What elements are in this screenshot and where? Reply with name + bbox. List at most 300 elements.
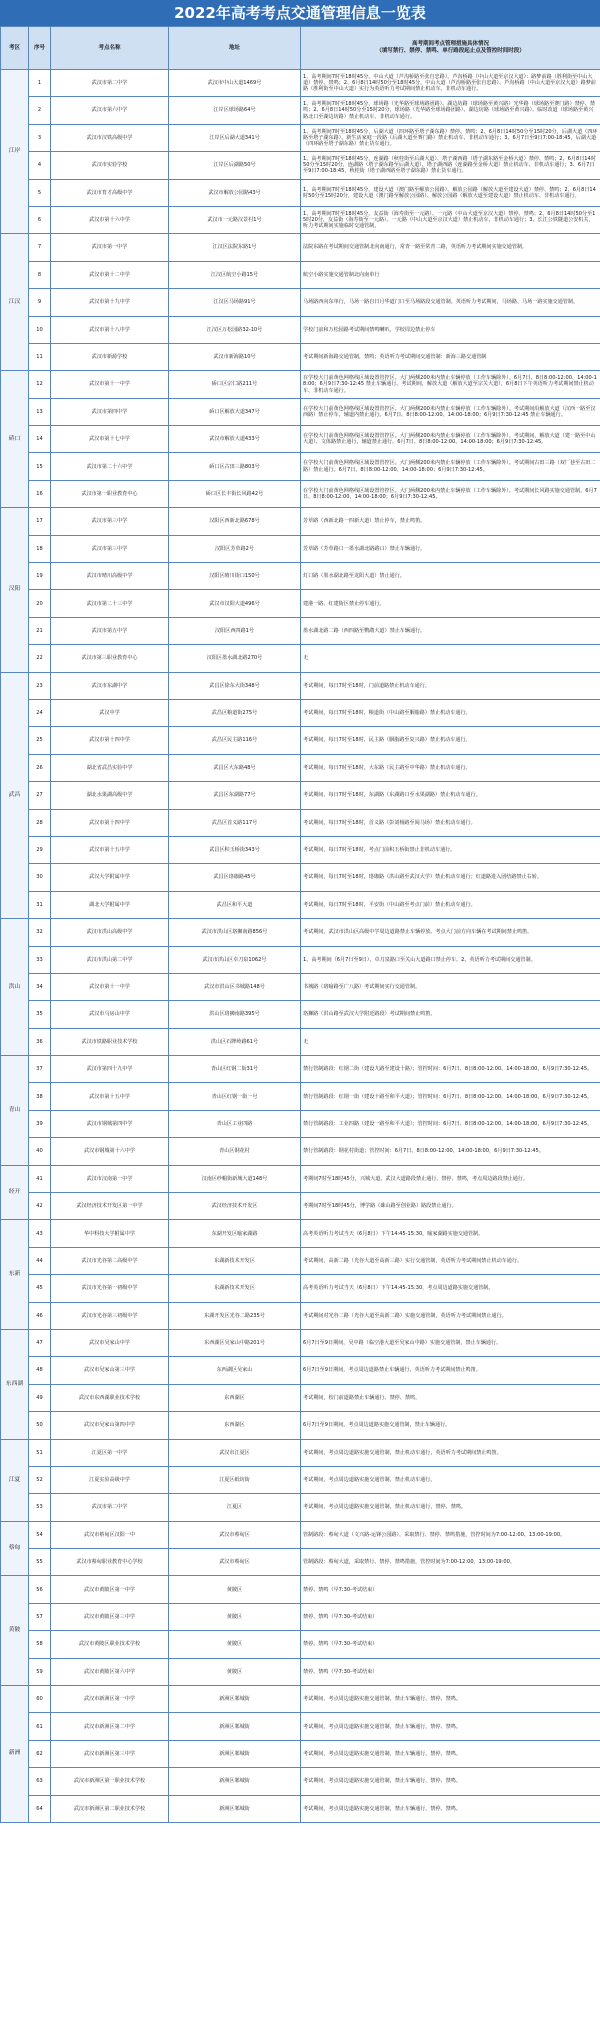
seq-cell: 17 [29, 508, 51, 535]
detail-cell: 考试期间，高新二路（光谷大道至高新三路）实行交通管制，英语听力考试期间禁止机动车通行。 [301, 1247, 600, 1274]
seq-cell: 62 [29, 1740, 51, 1767]
table-row [1, 1384, 600, 1411]
school-cell: 武汉市第十四中学 [51, 809, 169, 836]
table-row [1, 1083, 600, 1110]
detail-cell: 考试期间，每日7时至18时，东湖路（东湖路口至水果湖路）禁止机动车通行。 [301, 782, 600, 809]
seq-cell: 60 [29, 1686, 51, 1713]
address-cell: 新洲区邾城街 [169, 1740, 301, 1767]
seq-cell: 6 [29, 206, 51, 233]
seq-cell: 21 [29, 617, 51, 644]
detail-cell: 禁停、禁鸣（早7:30-考试结束） [301, 1631, 600, 1658]
seq-cell: 53 [29, 1494, 51, 1521]
table-row [1, 617, 600, 644]
address-cell: 武昌区东湖路77号 [169, 782, 301, 809]
school-cell: 武汉市汉南第一中学 [51, 1165, 169, 1192]
detail-cell: 建港一路、红建街区禁止停车通行。 [301, 590, 600, 617]
seq-cell: 8 [29, 261, 51, 288]
detail-cell: 禁停、禁鸣（早7:30-考试结束） [301, 1603, 600, 1630]
address-cell: 黄陂区 [169, 1603, 301, 1630]
school-cell: 武汉市钢城第十六中学 [51, 1138, 169, 1165]
school-cell: 武汉市光谷第二高级中学 [51, 1247, 169, 1274]
district-cell: 江岸 [1, 70, 29, 234]
table-row [1, 919, 600, 946]
table-row [1, 1686, 600, 1713]
seq-cell: 29 [29, 836, 51, 863]
address-cell: 武汉市解放公园路43号 [169, 179, 301, 206]
seq-cell: 41 [29, 1165, 51, 1192]
district-cell: 硚口 [1, 371, 29, 508]
address-cell: 洪山区石牌岭路61号 [169, 1028, 301, 1055]
school-cell: 武汉市第十八中学 [51, 316, 169, 343]
seq-cell: 58 [29, 1631, 51, 1658]
address-cell: 汉阳区晴川街口150号 [169, 563, 301, 590]
detail-cell: 考试期间，每日7时至18时，大东路（民主路至中华路）禁止机动车通行。 [301, 754, 600, 781]
detail-cell: 1、高考期间7时至18时45分，友益街（海寿街至一元路）、一元路（中山大道至京汉大道）禁停、禁鸣；2、6月8日14时50分至15时20分，友益街（海寿街至一元路）、一元路（中山大道至京汉大道）禁止机动车、非机动车通行；3、长江公铁隧道公安机关，听力考试期间实施临时交通管制。 [301, 206, 600, 233]
detail-cell: 书城路（珞喻路至广八路）考试期间实行交通管制。 [301, 973, 600, 1000]
detail-cell: 禁行管制路段：钢花村街道；管控时间：6月7日、8日8:00-12:00、14:00-18:00，6月9日7:30-12:45。 [301, 1138, 600, 1165]
address-cell: 武昌区珞珈路45号 [169, 864, 301, 891]
address-cell: 东湖新技术开发区 [169, 1247, 301, 1274]
detail-cell: 禁行管制路段：红钢一街（建设十路至和平大道）；管控时间：6月7日、8日8:00-12:00、14:00-18:00，6月9日7:30-12:45。 [301, 1083, 600, 1110]
detail-cell: 考试期间，每日7时至18时，民主路（胭脂路至复兴路）禁止机动车通行。 [301, 727, 600, 754]
seq-cell: 39 [29, 1110, 51, 1137]
school-cell: 武汉市第十五中学 [51, 1083, 169, 1110]
address-cell: 黄陂区 [169, 1658, 301, 1685]
school-cell: 武汉中学 [51, 699, 169, 726]
table-row [1, 316, 600, 343]
school-cell: 武汉市黄陂区职业技术学校 [51, 1631, 169, 1658]
seq-cell: 59 [29, 1658, 51, 1685]
address-cell: 新洲区邾城街 [169, 1686, 301, 1713]
detail-cell: 芳草路（西新北路一四新大道）禁止停车，禁止鸣笛。 [301, 508, 600, 535]
address-cell: 青山区红钢二街31号 [169, 1056, 301, 1083]
table-row [1, 1138, 600, 1165]
detail-cell: 高考英语听力考试当天（6月8日）下午14:45-15:30，喻家湖路实施交通管制。 [301, 1220, 600, 1247]
school-cell: 武汉市第二中学 [51, 70, 169, 97]
address-cell: 新洲区邾城街 [169, 1768, 301, 1795]
detail-cell: 学校门前和万松园路考试期间禁鸣喇叭，学校周边禁止停车 [301, 316, 600, 343]
school-cell: 武汉市新洲区第一中学 [51, 1686, 169, 1713]
table-row [1, 563, 600, 590]
detail-cell: 禁停、禁鸣（早7:30-考试结束） [301, 1576, 600, 1603]
table-header-row [1, 27, 600, 70]
school-cell: 武汉市黄陂区第六中学 [51, 1658, 169, 1685]
address-cell: 黄陂区 [169, 1631, 301, 1658]
exam-traffic-table [0, 26, 600, 1823]
school-cell: 武汉市第五中学 [51, 617, 169, 644]
school-cell: 华中科技大学附属中学 [51, 1220, 169, 1247]
table-body [1, 70, 600, 1823]
school-cell: 武汉市第十九中学 [51, 289, 169, 316]
address-cell: 武昌区民主路116号 [169, 727, 301, 754]
address-cell: 武昌区和平大道 [169, 891, 301, 918]
address-cell: 东湖新技术开发区 [169, 1275, 301, 1302]
address-cell: 武汉市洪山区书城路148号 [169, 973, 301, 1000]
address-cell: 东西湖区 [169, 1384, 301, 1411]
seq-cell: 44 [29, 1247, 51, 1274]
address-cell: 江汉区马场路91号 [169, 289, 301, 316]
table-row [1, 371, 600, 398]
table-row [1, 1466, 600, 1493]
table-row [1, 343, 600, 370]
address-cell: 武昌区徐东大街348号 [169, 672, 301, 699]
address-cell: 青山区红钢一街一号 [169, 1083, 301, 1110]
detail-cell: 法院东路在考试期间交通管制北向南通行，常青一路至常青二路，英语听力考试期间实施交通管制。 [301, 234, 600, 261]
address-cell: 东湖开发区喻家湖路 [169, 1220, 301, 1247]
seq-cell: 49 [29, 1384, 51, 1411]
table-row [1, 1631, 600, 1658]
school-cell: 武汉经济技术开发区第一中学 [51, 1193, 169, 1220]
detail-cell: 1、高考期间7时至18时45分，建设大道（澳门路至解放公园路）、解放公园路（解放大道至建设大道）禁停、禁鸣；2、6月8日14时50分至15时20分，建设大道（澳门路至解放公园路）、解放公园路（解放大道至建设大道）禁止机动车、非机动车通行。 [301, 179, 600, 206]
header-address: 地址 [169, 27, 301, 70]
address-cell: 武昌区首义路117号 [169, 809, 301, 836]
table-row [1, 1193, 600, 1220]
address-cell: 江岸区后湖路50号 [169, 152, 301, 179]
detail-cell: 考试期间，考点周边道路实施交通管制，禁止车辆通行，禁停、禁鸣。 [301, 1740, 600, 1767]
district-cell: 青山 [1, 1056, 29, 1166]
header-school: 考点名称 [51, 27, 169, 70]
seq-cell: 57 [29, 1603, 51, 1630]
address-cell: 东湖开发区光谷二路235号 [169, 1302, 301, 1329]
school-cell: 武汉市光谷第一初级中学 [51, 1275, 169, 1302]
table-row [1, 1165, 600, 1192]
seq-cell: 18 [29, 535, 51, 562]
table-row [1, 1658, 600, 1685]
detail-cell: 考试期间，每日7时至18时，首义路（彭刘杨路至阅马场）禁止机动车通行。 [301, 809, 600, 836]
seq-cell: 36 [29, 1028, 51, 1055]
address-cell: 东西湖区 [169, 1412, 301, 1439]
detail-cell: 考试期间，武汉市洪山区高级中学周边道路禁止车辆停放。考点大门前方向车辆在考试期间禁止鸣笛。 [301, 919, 600, 946]
school-cell: 武汉市光谷第三初级中学 [51, 1302, 169, 1329]
address-cell: 汉阳区西新北路678号 [169, 508, 301, 535]
table-row [1, 97, 600, 124]
seq-cell: 54 [29, 1521, 51, 1548]
address-cell: 武汉市蔡甸区 [169, 1521, 301, 1548]
district-cell: 经开 [1, 1165, 29, 1220]
address-cell: 武汉市新海路10号 [169, 343, 301, 370]
school-cell: 武汉市第六中学 [51, 97, 169, 124]
table-row [1, 699, 600, 726]
table-row [1, 1302, 600, 1329]
school-cell: 武汉市汉铁高级中学 [51, 124, 169, 151]
school-cell: 武汉市第一中学 [51, 234, 169, 261]
seq-cell: 50 [29, 1412, 51, 1439]
table-row [1, 973, 600, 1000]
address-cell: 武汉市一元路汉景村1号 [169, 206, 301, 233]
detail-cell: 1、高考期间7时至18时45分，连湖路（秋桂街至后湖大道）、塔子湖西路（塔子湖东路至金桥大道）禁停、禁鸣；2、6月8日14时50分至15时20分，连湖路（塔子湖东路至后湖大道）、塔子湖西路（连湖路至金桥大道）禁止机动车、非机动车通行；3、6月7日至9日7:00-18:45，秋桂街（塔子湖西路至塔子湖东路）禁止货车通行。 [301, 152, 600, 179]
seq-cell: 9 [29, 289, 51, 316]
table-row [1, 1247, 600, 1274]
detail-cell: 在学校大门前黄色网格线区域设置管控区。大门两侧200米内禁止车辆停放（工作车辆除外）。6月7日、8日8:00-12:00、14:00-18:00；6月9日7:30-12:45 禁止车辆通行。考试期间，解放大道（解放大道至宗关大道），6月8日下午英语听力考试期间禁止机动车、非机动车通行。 [301, 371, 600, 398]
school-cell: 武汉市第二中学 [51, 1494, 169, 1521]
table-row [1, 535, 600, 562]
seq-cell: 5 [29, 179, 51, 206]
detail-cell: 芳草路（芳草路口一墨水湖北路路口）禁止车辆通行。 [301, 535, 600, 562]
school-cell: 武汉市新源学校 [51, 343, 169, 370]
seq-cell: 63 [29, 1768, 51, 1795]
table-row [1, 891, 600, 918]
district-cell: 武昌 [1, 672, 29, 919]
district-cell: 江夏 [1, 1439, 29, 1521]
seq-cell: 10 [29, 316, 51, 343]
seq-cell: 15 [29, 453, 51, 480]
detail-cell: 1、高考期间（6月7日至9日），卓刀泉路口至关山大道路口禁止停车。2、英语听力考试期间交通管制。 [301, 946, 600, 973]
detail-cell: 在学校大门前黄色网格线区域设置管控区。大门两侧200米内禁止车辆停放（工作车辆除外）。考试期间，解放大道（建一路至中山大道）、文体路禁止通行，辅道禁止通行。6月7日、8日8:00-12:00、14:00-18:00；6月9日7:30-12:45。 [301, 426, 600, 453]
table-row [1, 1275, 600, 1302]
address-cell: 新洲区邾城街 [169, 1713, 301, 1740]
address-cell: 汉阳区西四路1号 [169, 617, 301, 644]
seq-cell: 14 [29, 426, 51, 453]
seq-cell: 7 [29, 234, 51, 261]
detail-cell: 考试期间，每日7时至18时，粮道街（中山路至胭脂路）禁止机动车通行。 [301, 699, 600, 726]
seq-cell: 26 [29, 754, 51, 781]
detail-cell: 在学校大门前黄色网格线区域设置管控区。大门两侧200米内禁止车辆停放（工作车辆除外）。考试期间古田三路（双厂巷至古田二路）禁止通行。6月7日、8日8:00-12:00、14:00-18:00；6月9日7:30-12:45。 [301, 453, 600, 480]
detail-cell: 无 [301, 1028, 600, 1055]
seq-cell: 12 [29, 371, 51, 398]
school-cell: 湖北大学附属中学 [51, 891, 169, 918]
address-cell: 江汉区法院东路1号 [169, 234, 301, 261]
school-cell: 武汉市新洲区第二中学 [51, 1713, 169, 1740]
detail-cell: 禁停、禁鸣（早7:30-考试结束） [301, 1658, 600, 1685]
school-cell: 武汉市第三职业教育中心 [51, 645, 169, 672]
seq-cell: 40 [29, 1138, 51, 1165]
table-row [1, 179, 600, 206]
district-cell: 东新 [1, 1220, 29, 1330]
school-cell: 武汉市晴川高级中学 [51, 563, 169, 590]
table-row [1, 1412, 600, 1439]
detail-cell: 考试期间，考点周边道路实施交通管制，禁止机动车通行。 [301, 1466, 600, 1493]
detail-cell: 考试期间，考点周边道路实施交通管制，禁止车辆通行，禁停、禁鸣。 [301, 1713, 600, 1740]
detail-cell: 在学校大门前黄色网格线区域设置管控区。大门两侧200米内禁止车辆停放（工作车辆除外）。考试期间长风路实施交通管制。6月7日、8日8:00-12:00、14:00-18:00；6月9日7:30-12:45。 [301, 480, 600, 507]
header-detail-main: 高考期间考点管理措施具体情况 [411, 41, 489, 48]
school-cell: 武汉市第十一中学 [51, 371, 169, 398]
address-cell: 江岸区球场路64号 [169, 97, 301, 124]
table-row [1, 1549, 600, 1576]
school-cell: 武汉市第十六中学 [51, 206, 169, 233]
header-seq: 序号 [29, 27, 51, 70]
seq-cell: 3 [29, 124, 51, 151]
school-cell: 武汉大学附属中学 [51, 864, 169, 891]
table-row [1, 234, 600, 261]
school-cell: 武汉市新洲区第三中学 [51, 1740, 169, 1767]
district-cell: 汉阳 [1, 508, 29, 672]
table-row [1, 1795, 600, 1822]
table-row [1, 1713, 600, 1740]
school-cell: 武汉市第四十九中学 [51, 1056, 169, 1083]
seq-cell: 52 [29, 1466, 51, 1493]
table-row [1, 1740, 600, 1767]
seq-cell: 51 [29, 1439, 51, 1466]
detail-cell: 考试期间，每日7时至18时，平安街（中山路至考点门前）禁止机动车通行。 [301, 891, 600, 918]
detail-cell: 禁行管制路段：红钢二街（建设九路至建设十路）；管控时间：6月7日、8日8:00-12:00、14:00-18:00，6月9日7:30-12:45。 [301, 1056, 600, 1083]
school-cell: 湖北水果湖高级中学 [51, 782, 169, 809]
seq-cell: 30 [29, 864, 51, 891]
school-cell: 武汉市洪山高级中学 [51, 919, 169, 946]
detail-cell: 高考英语听力考试当天（6月8日）下午14:45-15:30，考点周边道路实施交通管制。 [301, 1275, 600, 1302]
detail-cell: 考试期间，考点周边道路实施交通管制，禁止车辆通行，禁停、禁鸣。 [301, 1768, 600, 1795]
address-cell: 武汉市江夏区 [169, 1439, 301, 1466]
address-cell: 东西湖区吴家山中路201号 [169, 1329, 301, 1356]
seq-cell: 1 [29, 70, 51, 97]
school-cell: 武汉市第二十六中学 [51, 453, 169, 480]
detail-cell: 1、高考期间7时至18时45分，中山大道（芦沟桥路至张自忠路）、芦沟桥路（中山大道至京汉大道）：路梦前路（胜利街至中山大道）禁停、禁鸣；2、6月8日14时50分至18时45分，中山大道（芦沟桥路至张自忠路）、芦沟桥路（中山大道至京汉大道）路梦前路（胜利街至中山大道）实行为英语听力考试期间禁止机动车、非机动车通行。 [301, 70, 600, 97]
district-cell: 蔡甸 [1, 1521, 29, 1576]
seq-cell: 47 [29, 1329, 51, 1356]
seq-cell: 28 [29, 809, 51, 836]
address-cell: 硚口区解放大道347号 [169, 398, 301, 425]
seq-cell: 4 [29, 152, 51, 179]
table-row [1, 645, 600, 672]
detail-cell: 灯口路（墨水湖北路至龙阳大道）禁止通行。 [301, 563, 600, 590]
seq-cell: 32 [29, 919, 51, 946]
seq-cell: 31 [29, 891, 51, 918]
school-cell: 武汉市马房山中学 [51, 1001, 169, 1028]
school-cell: 武汉市吴家山中学 [51, 1329, 169, 1356]
seq-cell: 42 [29, 1193, 51, 1220]
address-cell: 汉阳区芳草路2号 [169, 535, 301, 562]
seq-cell: 11 [29, 343, 51, 370]
seq-cell: 22 [29, 645, 51, 672]
table-row [1, 1576, 600, 1603]
address-cell: 硚口区古田三路803号 [169, 453, 301, 480]
detail-cell: 6月7日至9日期间，考点周边道路禁止车辆通行，英语听力考试期间禁止鸣笛。 [301, 1357, 600, 1384]
seq-cell: 27 [29, 782, 51, 809]
address-cell: 硚口区宗仁路211号 [169, 371, 301, 398]
table-row [1, 453, 600, 480]
table-row [1, 152, 600, 179]
table-row [1, 1768, 600, 1795]
school-cell: 武汉市第十七中学 [51, 426, 169, 453]
seq-cell: 24 [29, 699, 51, 726]
table-row [1, 1439, 600, 1466]
table-row [1, 1603, 600, 1630]
table-row [1, 864, 600, 891]
table-row [1, 836, 600, 863]
address-cell: 江夏区纸坊街 [169, 1466, 301, 1493]
table-row [1, 206, 600, 233]
table-row [1, 782, 600, 809]
address-cell: 江汉区航空小路15号 [169, 261, 301, 288]
table-row [1, 727, 600, 754]
table-row [1, 1220, 600, 1247]
school-cell: 武汉市钢城第四中学 [51, 1110, 169, 1137]
school-cell: 武汉市吴家山第三中学 [51, 1357, 169, 1384]
seq-cell: 23 [29, 672, 51, 699]
school-cell: 武汉市吴家山第四中学 [51, 1412, 169, 1439]
address-cell: 硚口区长丰街长风路42号 [169, 480, 301, 507]
seq-cell: 2 [29, 97, 51, 124]
table-row [1, 124, 600, 151]
address-cell: 汉阳区墨水湖北路270号 [169, 645, 301, 672]
school-cell: 武汉市新洲区第一职业技术学校 [51, 1768, 169, 1795]
seq-cell: 33 [29, 946, 51, 973]
table-row [1, 508, 600, 535]
detail-cell: 考期间7时至18时45分，兴城大道、武汉大道路段禁止通行、禁停、禁鸣，考点周边路段禁止通行。 [301, 1165, 600, 1192]
seq-cell: 46 [29, 1302, 51, 1329]
school-cell: 江夏区第一中学 [51, 1439, 169, 1466]
detail-cell: 考试期间对光谷二路（光谷大道至高新二路）实施交通管制，英语听力考试期间禁止通行。 [301, 1302, 600, 1329]
seq-cell: 55 [29, 1549, 51, 1576]
school-cell: 武汉市第三中学 [51, 508, 169, 535]
table-row [1, 946, 600, 973]
school-cell: 武汉市新洲区第二职业技术学校 [51, 1795, 169, 1822]
header-detail [301, 27, 600, 70]
detail-cell: 考期间7时至18时45分，博学路（硃山路至创业路）路段禁止通行。 [301, 1193, 600, 1220]
seq-cell: 16 [29, 480, 51, 507]
address-cell: 东西湖区吴家山 [169, 1357, 301, 1384]
school-cell: 武汉市实验学校 [51, 152, 169, 179]
seq-cell: 64 [29, 1795, 51, 1822]
school-cell: 武汉市蔡甸区汉阳一中 [51, 1521, 169, 1548]
school-cell: 武汉市育才高级中学 [51, 179, 169, 206]
seq-cell: 20 [29, 590, 51, 617]
table-row [1, 1494, 600, 1521]
school-cell: 武汉市铁路职业技术学校 [51, 1028, 169, 1055]
seq-cell: 48 [29, 1357, 51, 1384]
school-cell: 武汉市第十四中学 [51, 727, 169, 754]
school-cell: 武汉市第十一中学 [51, 973, 169, 1000]
seq-cell: 38 [29, 1083, 51, 1110]
detail-cell: 禁行管制路段：工业四路（建设一路至和平大道）；管控时间：6月7日、8日8:00-12:00、14:00-18:00，6月9日7:30-12:45。 [301, 1110, 600, 1137]
table-row [1, 480, 600, 507]
page-title: 2022年高考考点交通管理信息一览表 [0, 0, 600, 26]
address-cell: 武汉市解放大道433号 [169, 426, 301, 453]
address-cell: 新洲区邾城街 [169, 1795, 301, 1822]
table-row [1, 1110, 600, 1137]
district-cell: 东西湖 [1, 1329, 29, 1439]
address-cell: 江汉区万松园路32-10号 [169, 316, 301, 343]
seq-cell: 35 [29, 1001, 51, 1028]
detail-cell: 考试期间，考点周边道路实施交通管制，禁止车辆通行，禁停、禁鸣。 [301, 1686, 600, 1713]
table-row [1, 426, 600, 453]
seq-cell: 34 [29, 973, 51, 1000]
address-cell: 武汉市洪山区珞狮南路856号 [169, 919, 301, 946]
address-cell: 青山区钢花村 [169, 1138, 301, 1165]
seq-cell: 37 [29, 1056, 51, 1083]
table-row [1, 398, 600, 425]
table-row [1, 1028, 600, 1055]
school-cell: 湖北省武昌实验中学 [51, 754, 169, 781]
school-cell: 武汉市蔡甸职业教育中心学校 [51, 1549, 169, 1576]
detail-cell: 考试期间新海路交通管制，禁鸣；英语听力考试期间交通管制：新海三路交通管制 [301, 343, 600, 370]
seq-cell: 25 [29, 727, 51, 754]
table-row [1, 70, 600, 97]
table-row [1, 809, 600, 836]
detail-cell: 6月7日至9日期间，吴中路（临空港大道至吴家山中路）实施交通管制，禁止车辆通行。 [301, 1329, 600, 1356]
address-cell: 武汉市汉阳大道496号 [169, 590, 301, 617]
seq-cell: 61 [29, 1713, 51, 1740]
school-cell: 武汉市黄陂区第一中学 [51, 1576, 169, 1603]
school-cell: 武汉市东西湖职业技术学校 [51, 1384, 169, 1411]
detail-cell: 珞狮路（洪山路至武汉大学附近路段）考试期间禁止鸣笛。 [301, 1001, 600, 1028]
detail-cell: 考试期间，考点周边道路实施交通管制，禁止车辆通行，禁停、禁鸣。 [301, 1795, 600, 1822]
seq-cell: 19 [29, 563, 51, 590]
table-row [1, 1001, 600, 1028]
address-cell: 洪山区珞狮南路395号 [169, 1001, 301, 1028]
address-cell: 江夏区 [169, 1494, 301, 1521]
district-cell: 新洲 [1, 1686, 29, 1823]
address-cell: 武汉市洪山区卓刀泉1062号 [169, 946, 301, 973]
table-row [1, 1056, 600, 1083]
table-row [1, 261, 600, 288]
detail-cell: 马场路西向东单行，马场一路自日月华道门口至马场路段交通管制。英语听力考试期间，马场路、马场一路实施交通管制。 [301, 289, 600, 316]
detail-cell: 考试期间，考点周边道路实施交通管制，禁止机动车通行，禁停、禁鸣。 [301, 1494, 600, 1521]
school-cell: 武汉市东湖中学 [51, 672, 169, 699]
school-cell: 江夏实验高级中学 [51, 1466, 169, 1493]
district-cell: 江汉 [1, 234, 29, 371]
detail-cell: 墨水湖北路二路（西四路至鹦鹉大道）禁止车辆通行。 [301, 617, 600, 644]
school-cell: 武汉市黄陂区第三中学 [51, 1603, 169, 1630]
